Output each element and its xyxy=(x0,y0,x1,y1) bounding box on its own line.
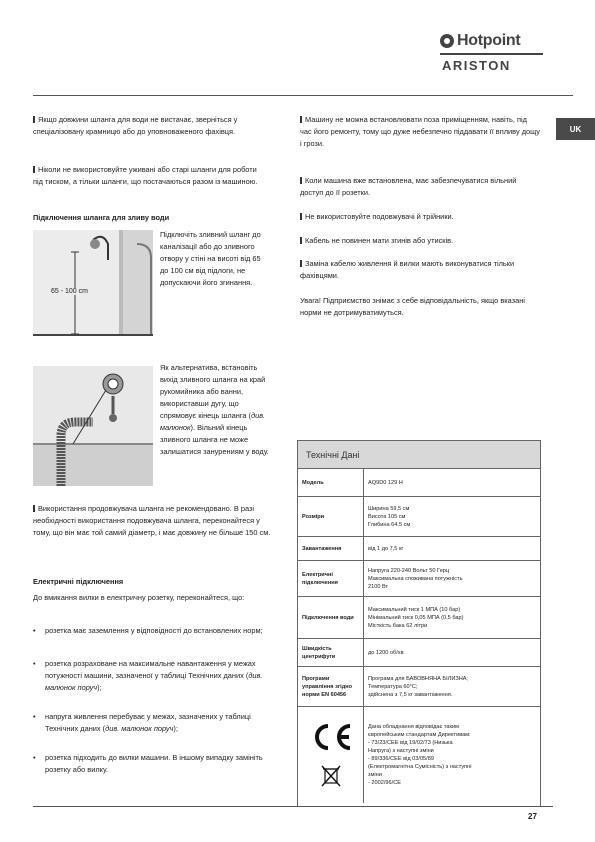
technical-data-table xyxy=(297,440,541,807)
row-value: AQ9D0 129 H xyxy=(368,479,403,486)
socket-access-note: Коли машина вже встановлена, має забезпечуватися вільний доступ до її розетки. xyxy=(300,176,517,197)
bullet-dot: • xyxy=(33,626,36,635)
drain-height-illustration xyxy=(33,230,153,336)
bullet-marker xyxy=(300,213,302,220)
electrical-intro: До вмикання вилки в електричну розетку, переконайтеся, що: xyxy=(33,593,245,602)
language-tab: UK xyxy=(556,118,595,140)
drain-wall-instruction: Підключіть зливний шланг до каналізації або до зливного отвору у стіні на висоті від 65 до 100 см від підлоги, не допускаючи його згинання. xyxy=(160,230,261,287)
table-title: Технічні Дані xyxy=(298,441,540,469)
bullet-marker xyxy=(300,260,302,267)
bullet-dot: • xyxy=(33,659,36,668)
no-extension-note: Не використовуйте подовжувачі й трійники. xyxy=(300,211,540,223)
bullet-dot: • xyxy=(33,753,36,762)
list-item: • розетка підходить до вилки машини. В іншому випадку замініть розетку або вилку. xyxy=(33,753,263,774)
bullet-marker xyxy=(33,505,35,512)
table-row xyxy=(298,667,540,707)
row-value: від 1 до 7,5 кг xyxy=(368,545,404,552)
brand-mark-icon xyxy=(440,34,454,48)
footer-rule xyxy=(33,806,553,807)
row-label: Завантаження xyxy=(298,537,364,560)
table-row xyxy=(298,707,540,803)
drain-tub-instruction: Як альтернатива, встановіть вихід зливного шланга на край рукомийника або ванни, використавши дугу, що спрямовує кінець шланга (див. малюнок). Вільний кінець зливного шланга не може залишатися занурениям у воду. xyxy=(160,363,269,456)
electrical-heading: Електричні підключення xyxy=(33,577,124,586)
bullet-marker xyxy=(33,166,35,173)
row-label: Підключення води xyxy=(298,597,364,638)
table-row xyxy=(298,469,540,497)
bullet-marker xyxy=(300,116,302,123)
logo-divider xyxy=(440,53,543,55)
row-value: Максимальний тиск 1 МПА (10 бар) Мінімальний тиск 0,05 МПА (0,5 бар) Місткість бака 62 літри xyxy=(368,606,464,629)
drain-hose-heading: Підключення шланга для зливу води xyxy=(33,213,170,222)
header-rule xyxy=(33,95,573,96)
table-row xyxy=(298,537,540,561)
drain-tub-illustration xyxy=(33,366,153,486)
height-range-label: 65 - 100 cm xyxy=(51,288,88,295)
weee-bin-icon xyxy=(320,764,342,788)
row-value: Напруга 220-240 Вольт 50 Герц Максимальна споживана потужність 2100 Вт xyxy=(368,567,463,590)
compliance-text: Дана обладнання відповідає таким європейським стандартам Директивам: - 73/23/CEE від 19/02/73 (Низька Напруга) з наступні зміни - 89/336/CEE від 03/05/89 (Електромагнітна Сумісність) з наступні зміни - 2002/96/CE xyxy=(368,724,472,786)
row-label: Електричні підключення xyxy=(298,561,364,596)
row-label: Швидкість центрифуги xyxy=(298,639,364,666)
row-value: Програма для БАВОВНЯНА БІЛИЗНА; Температура 60°C; здійснена з 7,5 кг завантаження. xyxy=(368,675,469,698)
list-item: • розетка розраховане на максимальне навантаження у межах потужності машини, зазначеної у таблиці Технічних даних (див. малюнок поруч); xyxy=(33,659,263,692)
brand-name: Hotpoint xyxy=(457,32,521,49)
hose-length-note: Якщо довжини шланга для води не вистачає, зверніться у спеціалізовану крамницю або до уповноваженого фахівця. xyxy=(33,115,238,136)
list-item: • напруга живлення перебуває у межах, зазначених у таблиці Технічних даних (див. малюнок поруч); xyxy=(33,712,251,733)
bullet-marker xyxy=(300,177,302,184)
row-value: Ширина 59,5 см Висота 105 см Глибина 64,5 см xyxy=(368,505,411,528)
bullet-marker xyxy=(33,116,35,123)
extension-hose-note: Використання продовжувача шланга не рекомендовано. В разі необхідності використання подовжувача шланга, переконайтеся у тому, що він має той самий діаметр, і має довжину не більше 150 см. xyxy=(33,504,271,537)
liability-disclaimer: Увага! Підприємство знімає з себе відповідальність, якщо вказані норми не дотримуватимуться. xyxy=(300,296,525,317)
table-row xyxy=(298,597,540,639)
cable-replacement-note: Заміна кабелю живлення й вилки мають виконуватися тільки фахівцями. xyxy=(300,259,515,280)
outdoor-warning: Машину не можна встановлювати поза приміщенням, навіть, під час його ремонту, тому що дуже небезпечно піддавати її впливу дощу і грози. xyxy=(300,115,540,148)
bullet-dot: • xyxy=(33,712,36,721)
list-item: • розетка має заземлення у відповідності до встановлених норм; xyxy=(33,626,263,635)
row-label: Програми управління згідно норми EN 60456 xyxy=(298,667,364,706)
row-value: до 1200 об/хв xyxy=(368,649,404,656)
table-row xyxy=(298,497,540,537)
compliance-marks xyxy=(298,707,364,803)
ce-mark-icon xyxy=(308,722,354,752)
used-hose-warning: Ніколи не використовуйте уживані або старі шланги для роботи під тиском, а тільки шланги, що постачаються разом із машиною. xyxy=(33,165,258,186)
cable-note: Кабель не повинен мати згинів або утисків. xyxy=(300,235,540,247)
bullet-marker xyxy=(300,237,302,244)
brand-subname: ARISTON xyxy=(442,57,511,73)
page-number: 27 xyxy=(528,812,537,821)
table-row xyxy=(298,639,540,667)
hotpoint-ariston-logo xyxy=(440,32,550,73)
table-row xyxy=(298,561,540,597)
row-label: Розміри xyxy=(298,497,364,536)
row-label: Модель xyxy=(298,469,364,496)
